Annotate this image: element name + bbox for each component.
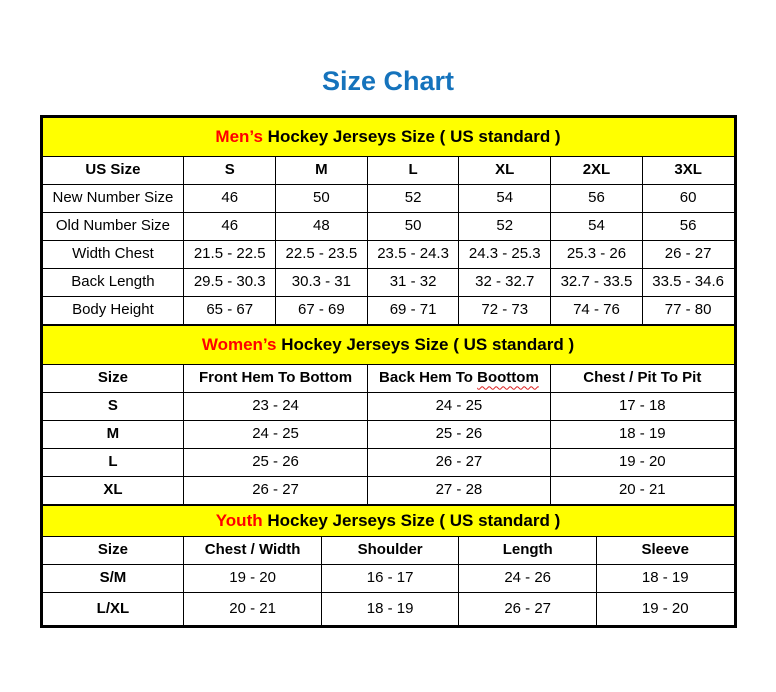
mens-table-row [42,241,734,269]
column-header-front-hem-to-bottom: Front Hem To Bottom [184,365,367,393]
size-value-cell: 54 [459,185,551,213]
size-value-cell: 19 - 20 [184,565,322,593]
row-label: XL [42,477,184,505]
womens-header-row [42,365,734,393]
mens-size-table [42,117,735,325]
size-value-cell: 17 - 18 [551,393,734,421]
size-value-cell: 18 - 19 [596,565,734,593]
size-value-cell: 20 - 21 [551,477,734,505]
size-value-cell: 48 [276,213,368,241]
youth-table-row [42,565,734,593]
womens-band-row [42,326,734,365]
size-value-cell: 27 - 28 [367,477,550,505]
column-header-sleeve: Sleeve [596,537,734,565]
womens-table-row [42,449,734,477]
row-label: L [42,449,184,477]
column-header-chest-pit-to-pit: Chest / Pit To Pit [551,365,734,393]
size-value-cell: 23.5 - 24.3 [367,241,459,269]
size-value-cell: 33.5 - 34.6 [642,269,734,297]
column-header-size: Size [42,537,184,565]
size-value-cell: 19 - 20 [551,449,734,477]
size-value-cell: 24 - 25 [184,421,367,449]
size-value-cell: 23 - 24 [184,393,367,421]
womens-table-row [42,421,734,449]
size-value-cell: 67 - 69 [276,297,368,325]
size-value-cell: 72 - 73 [459,297,551,325]
womens-table-title [42,326,734,365]
size-value-cell: 46 [184,213,276,241]
size-value-cell: 19 - 20 [596,593,734,626]
size-value-cell: 74 - 76 [551,297,643,325]
size-value-cell: 25 - 26 [367,421,550,449]
size-value-cell: 25 - 26 [184,449,367,477]
size-value-cell: 30.3 - 31 [276,269,368,297]
size-value-cell: 26 - 27 [459,593,597,626]
column-header-us-size: US Size [42,157,184,185]
row-label: S/M [42,565,184,593]
column-header-3xl: 3XL [642,157,734,185]
column-header-s: S [184,157,276,185]
size-value-cell: 52 [367,185,459,213]
size-value-cell: 18 - 19 [321,593,459,626]
size-value-cell: 50 [276,185,368,213]
row-label: Body Height [42,297,184,325]
youth-table-row [42,593,734,626]
size-value-cell: 22.5 - 23.5 [276,241,368,269]
column-header-size: Size [42,365,184,393]
size-value-cell: 29.5 - 30.3 [184,269,276,297]
size-value-cell: 77 - 80 [642,297,734,325]
row-label: L/XL [42,593,184,626]
size-value-cell: 69 - 71 [367,297,459,325]
size-value-cell: 56 [551,185,643,213]
size-value-cell: 26 - 27 [642,241,734,269]
youth-size-table [42,505,735,626]
youth-header-row [42,537,734,565]
page-title: Size Chart [321,66,455,96]
size-value-cell: 50 [367,213,459,241]
size-value-cell: 25.3 - 26 [551,241,643,269]
womens-table-row [42,393,734,421]
youth-band-row [42,506,734,537]
row-label: S [42,393,184,421]
column-header-m: M [276,157,368,185]
size-value-cell: 65 - 67 [184,297,276,325]
youth-title-rest: Hockey Jerseys Size ( US standard ) [262,510,561,530]
size-value-cell: 16 - 17 [321,565,459,593]
size-value-cell: 21.5 - 22.5 [184,241,276,269]
womens-table-row [42,477,734,505]
size-value-cell: 20 - 21 [184,593,322,626]
size-value-cell: 32 - 32.7 [459,269,551,297]
mens-table-row [42,213,734,241]
row-label: Back Length [42,269,184,297]
womens-title-highlight: Women’s [201,334,277,354]
size-value-cell: 24.3 - 25.3 [459,241,551,269]
column-header-back-hem-to-boottom: Back Hem To Boottom [367,365,550,393]
row-label: New Number Size [42,185,184,213]
size-value-cell: 52 [459,213,551,241]
size-value-cell: 26 - 27 [367,449,550,477]
mens-title-rest: Hockey Jerseys Size ( US standard ) [262,126,561,146]
size-value-cell: 60 [642,185,734,213]
size-value-cell: 26 - 27 [184,477,367,505]
column-header-length: Length [459,537,597,565]
size-value-cell: 24 - 25 [367,393,550,421]
mens-table-row [42,297,734,325]
womens-title-rest: Hockey Jerseys Size ( US standard ) [276,334,575,354]
mens-table-title [42,118,734,157]
column-header-l: L [367,157,459,185]
mens-band-row [42,118,734,157]
column-header-shoulder: Shoulder [321,537,459,565]
row-label: Old Number Size [42,213,184,241]
youth-title-highlight: Youth [215,510,263,530]
size-value-cell: 56 [642,213,734,241]
row-label: Width Chest [42,241,184,269]
size-value-cell: 46 [184,185,276,213]
column-header-xl: XL [459,157,551,185]
misspelled-word: Boottom [477,369,539,387]
size-value-cell: 54 [551,213,643,241]
mens-title-highlight: Men’s [215,126,263,146]
size-chart-tables [40,115,737,628]
mens-header-row [42,157,734,185]
youth-table-title [42,506,734,537]
size-value-cell: 24 - 26 [459,565,597,593]
column-header-2xl: 2XL [551,157,643,185]
size-value-cell: 31 - 32 [367,269,459,297]
column-header-chest-width: Chest / Width [184,537,322,565]
row-label: M [42,421,184,449]
size-value-cell: 18 - 19 [551,421,734,449]
womens-size-table [42,325,735,505]
mens-table-row [42,269,734,297]
size-value-cell: 32.7 - 33.5 [551,269,643,297]
mens-table-row [42,185,734,213]
